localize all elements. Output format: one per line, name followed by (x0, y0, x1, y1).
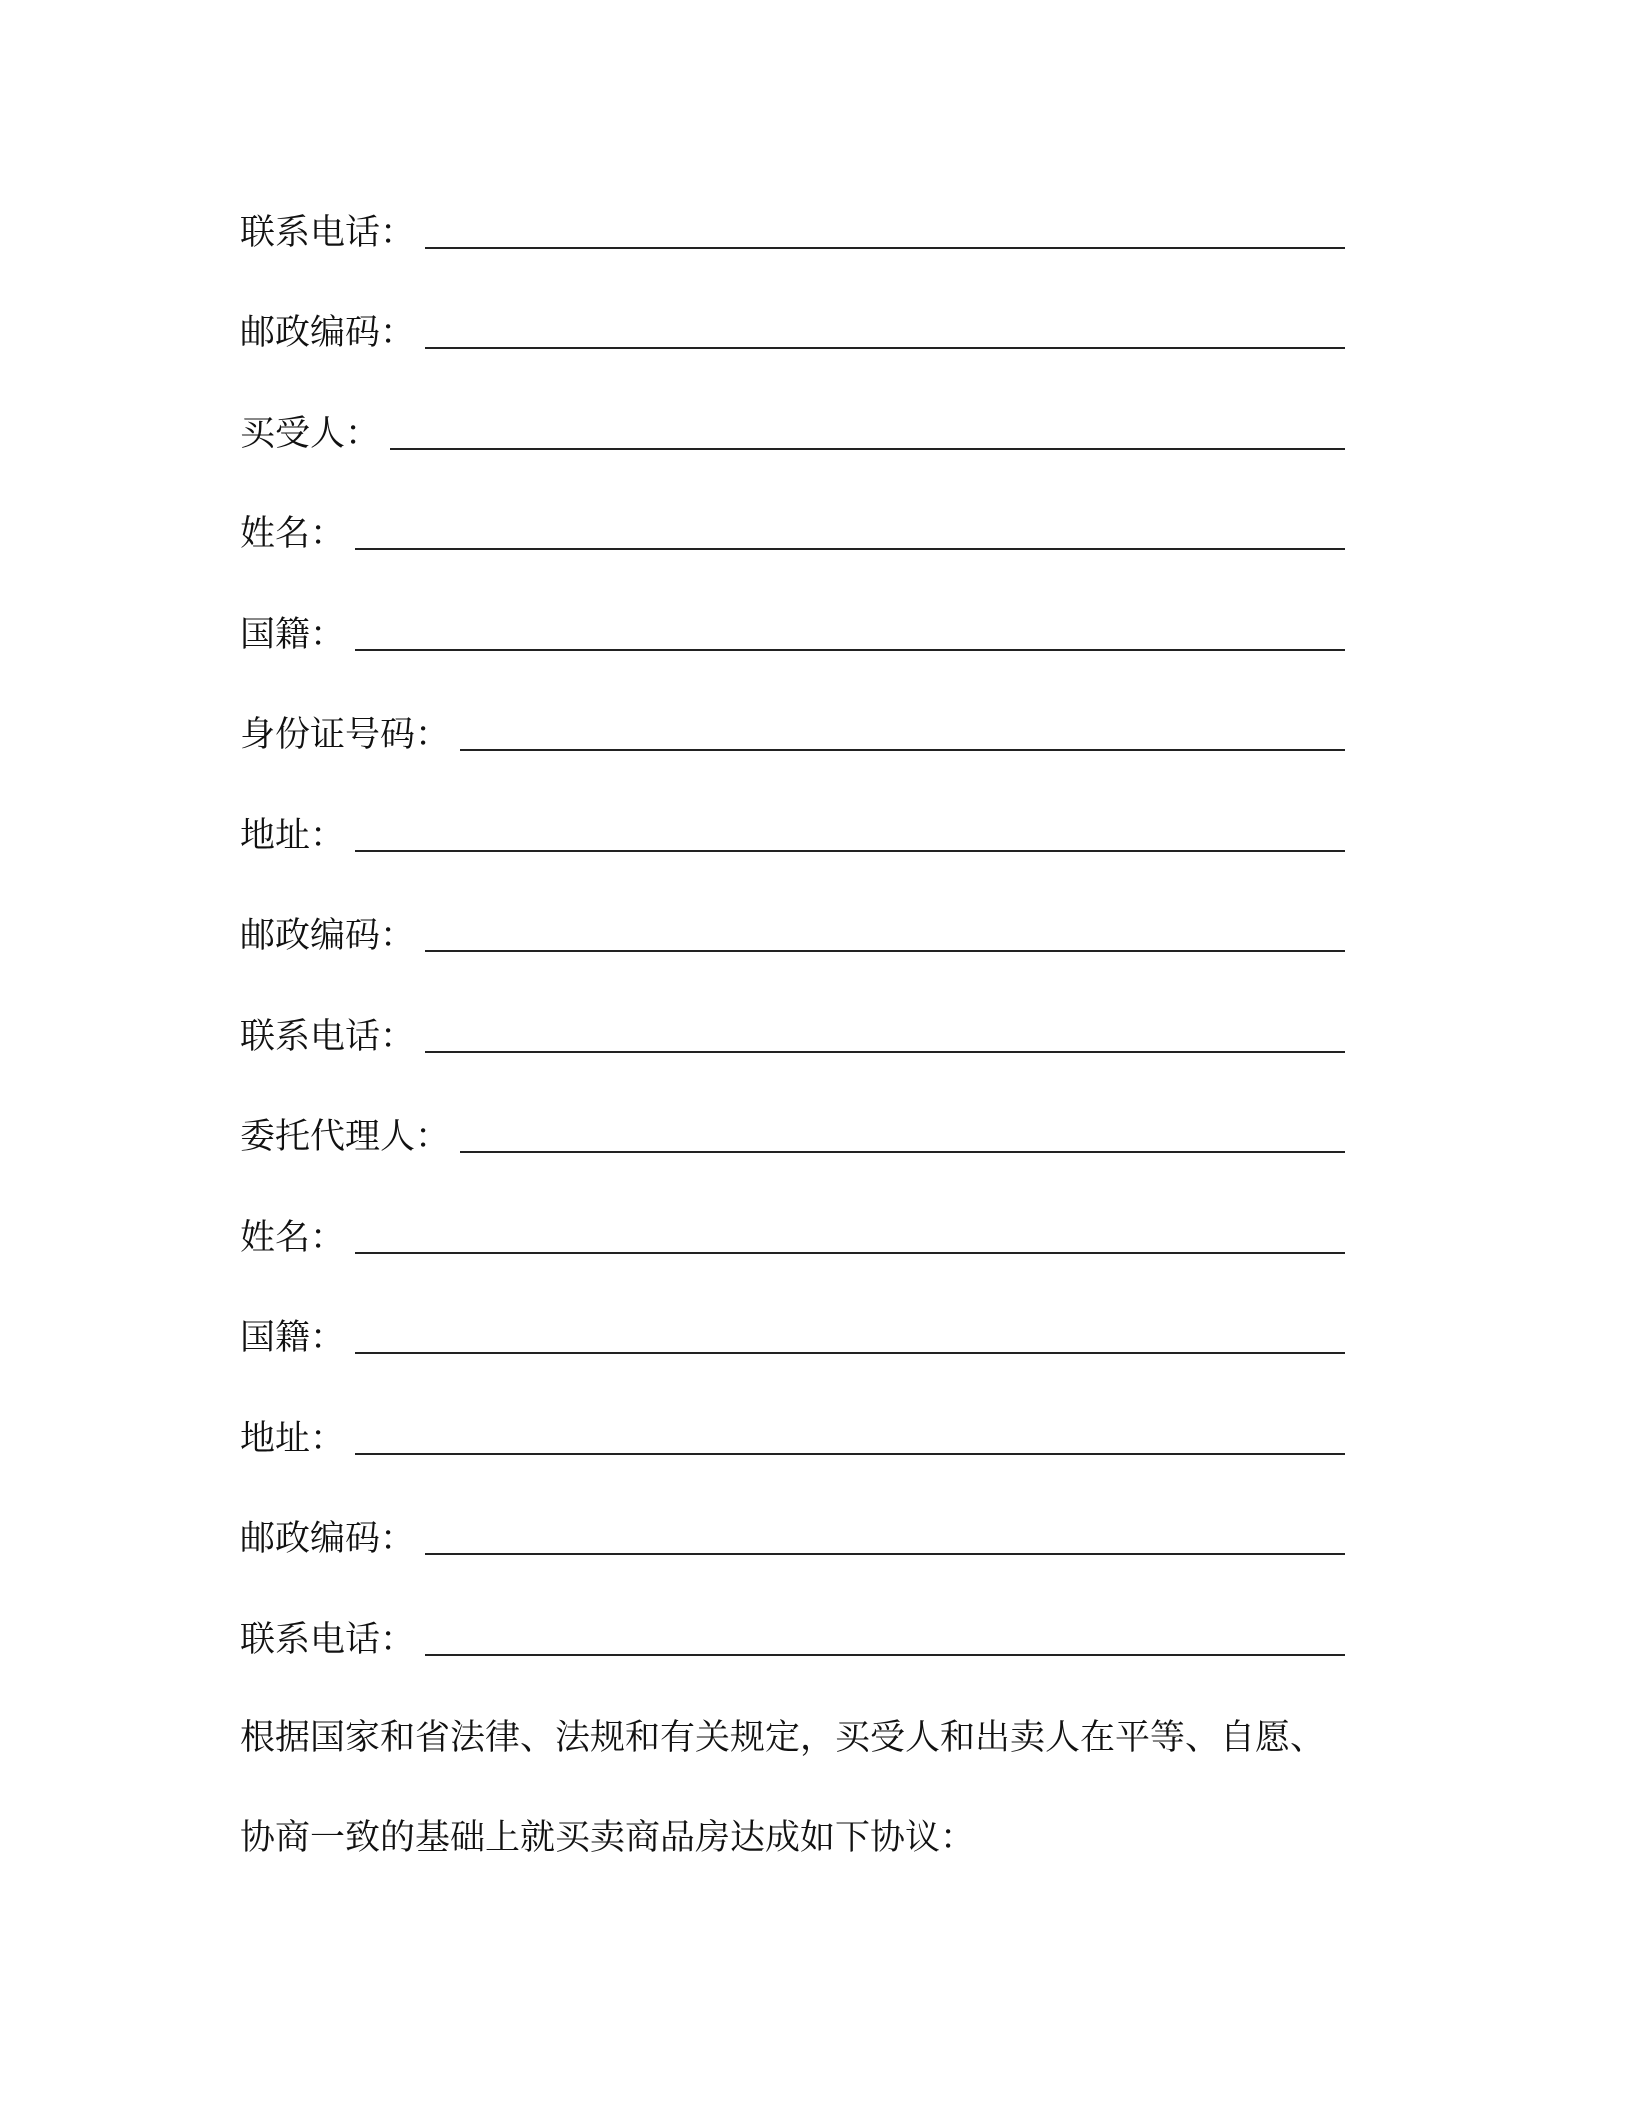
field-row (240, 793, 1345, 894)
blank-line[interactable] (355, 1352, 1345, 1354)
blank-line[interactable] (355, 548, 1345, 550)
field-row (240, 1597, 1345, 1698)
form-fields (240, 190, 1345, 1698)
field-label: 邮政编码： (240, 916, 416, 956)
blank-line[interactable] (355, 850, 1345, 852)
field-label: 地址： (240, 815, 346, 856)
blank-line[interactable] (425, 1553, 1345, 1555)
field-row (240, 190, 1345, 291)
field-label: 邮政编码： (240, 313, 416, 353)
paragraph-line: 协商一致的基础上就买卖商品房达成如下协议： (240, 1818, 976, 1858)
field-label: 国籍： (240, 1318, 346, 1358)
field-label: 联系电话： (240, 212, 416, 253)
field-row (240, 291, 1345, 392)
field-label: 地址： (240, 1418, 346, 1459)
field-label: 姓名： (240, 514, 346, 554)
blank-line[interactable] (425, 247, 1345, 249)
field-label: 姓名： (240, 1217, 346, 1258)
blank-line[interactable] (355, 1453, 1345, 1455)
field-row (240, 693, 1345, 794)
field-label: 国籍： (240, 614, 346, 655)
field-row (240, 1195, 1345, 1296)
agreement-paragraph (240, 1688, 1400, 1888)
field-row (240, 1497, 1345, 1598)
field-row (240, 1296, 1345, 1397)
field-row (240, 391, 1345, 492)
field-label: 联系电话： (240, 1016, 416, 1057)
blank-line[interactable] (355, 1252, 1345, 1254)
blank-line[interactable] (355, 649, 1345, 651)
field-label: 联系电话： (240, 1619, 416, 1660)
field-label: 身份证号码： (240, 715, 451, 755)
field-row (240, 492, 1345, 593)
field-row (240, 592, 1345, 693)
field-row (240, 1396, 1345, 1497)
field-row (240, 1095, 1345, 1196)
blank-line[interactable] (460, 1151, 1345, 1153)
blank-line[interactable] (390, 448, 1345, 450)
field-label: 邮政编码： (240, 1519, 416, 1559)
blank-line[interactable] (425, 347, 1345, 349)
blank-line[interactable] (425, 950, 1345, 952)
blank-line[interactable] (460, 749, 1345, 751)
field-row (240, 894, 1345, 995)
blank-line[interactable] (425, 1654, 1345, 1656)
field-label: 委托代理人： (240, 1117, 451, 1157)
field-label: 买受人： (240, 413, 381, 454)
paragraph-line: 根据国家和省法律、法规和有关规定，买受人和出卖人在平等、自愿、 (240, 1718, 1326, 1758)
field-row (240, 994, 1345, 1095)
blank-line[interactable] (425, 1051, 1345, 1053)
